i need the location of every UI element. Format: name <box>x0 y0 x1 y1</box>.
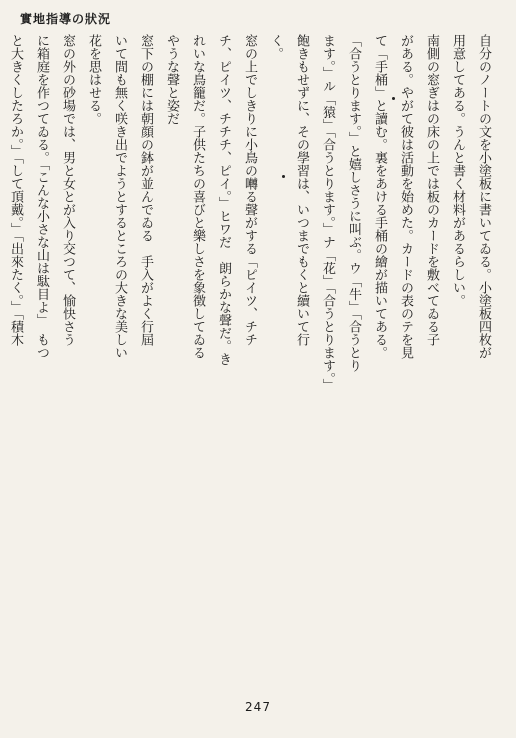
text-column: 用意してある。うんと書く材料があるらしい。 <box>450 34 465 307</box>
text-column: 窓の外の砂場では、男と女とが入り交つて、愉快さう <box>60 34 75 346</box>
text-column: 自分のノートの文を小塗板に書いてゐる。小塗板四枚が <box>476 34 491 359</box>
text-column: 窓下の棚には朝顔の鉢が並んでゐる 手入がよく行屆 <box>138 34 153 346</box>
text-column: に箱庭を作つてゐる。「こんな小さな山は駄目よ」 もつ <box>34 34 49 359</box>
vertical-text-block <box>8 34 496 674</box>
text-column: れいな鳥籠だ。子供たちの喜びと樂しさを象徴してゐる <box>190 34 205 359</box>
text-column: 窓の上でしきりに小鳥の囀る聲がする「ピイツ、チチ <box>242 34 257 346</box>
ink-speck <box>282 175 285 178</box>
ink-speck <box>392 97 395 100</box>
text-column: やうな聲と姿だ <box>164 34 179 125</box>
text-column: 南側の窓ぎはの床の上では板のカードを敷べてゐる子 <box>424 34 439 346</box>
text-column: がある。やがて彼は活動を始めた。カードの表のテを見 <box>398 34 413 359</box>
text-column: 花を思はせる。 <box>86 34 101 125</box>
page-number: 247 <box>245 700 271 714</box>
text-column: く。 <box>268 34 283 60</box>
text-column: と大きくしたろか。」「して頂戴。」「出來たく。」「積木 <box>8 34 23 346</box>
text-column: 「合うとります。」と嬉しさうに叫ぶ。ウ「牛」「合うとり <box>346 34 361 372</box>
text-column: ます。」ル「猿」「合うとります。」ナ「花」「合うとります。」 <box>320 34 335 392</box>
running-head: 實地指導の狀況 <box>20 12 112 26</box>
text-column: チ、ピイツ、チチチ、ピイ。」ヒワだ 朗らかな聲だ。き <box>216 34 231 366</box>
text-column: 飽きもせずに、その學習は、いつまでもくと續いて行 <box>294 34 309 346</box>
text-column: いて間も無く咲き出でようとするところの大きな美しい <box>112 34 127 359</box>
text-column <box>0 34 2 674</box>
text-column: て「手桶」と讀む。裏をあける手桶の繪が描いてある。 <box>372 34 387 359</box>
